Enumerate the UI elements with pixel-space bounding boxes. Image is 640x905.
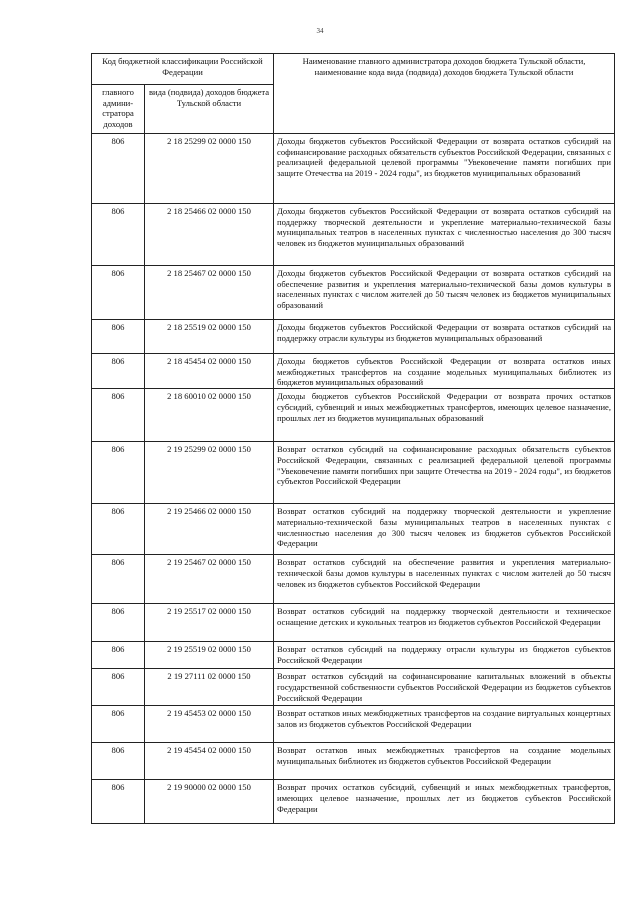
table-row — [92, 504, 615, 555]
income-name-cell: Возврат прочих остатков субсидий, субвенций и иных межбюджетных трансфертов, имеющих целевое назначение, прошлых лет из бюджетов субъектов Российской Федерации — [274, 780, 615, 824]
admin-code-cell: 806 — [92, 442, 145, 504]
admin-code-cell: 806 — [92, 504, 145, 555]
table-row — [92, 555, 615, 604]
table-row — [92, 604, 615, 642]
table-row — [92, 266, 615, 320]
income-code-cell: 2 19 45453 02 0000 150 — [145, 706, 274, 743]
income-name-cell: Возврат остатков субсидий на обеспечение развития и укрепления материально-технической базы домов культуры в населенных пунктах с числом жителей до 50 тысяч человек из бюджетов субъектов Российской Федерации — [274, 555, 615, 604]
table-row — [92, 780, 615, 824]
table-row — [92, 669, 615, 706]
header-name-column: Наименование главного администратора доходов бюджета Тульской области, наименование кода вида (подвида) доходов бюджета Тульской области — [274, 54, 615, 134]
budget-classification-table — [91, 53, 615, 824]
admin-code-cell: 806 — [92, 642, 145, 669]
income-name-cell: Доходы бюджетов субъектов Российской Федерации от возврата прочих остатков субсидий, субвенций и иных межбюджетных трансфертов, имеющих целевое назначение, прошлых лет из бюджетов муниципальных образований — [274, 389, 615, 442]
admin-code-cell: 806 — [92, 669, 145, 706]
admin-code-cell: 806 — [92, 320, 145, 354]
income-code-cell: 2 19 25517 02 0000 150 — [145, 604, 274, 642]
income-code-cell: 2 18 25299 02 0000 150 — [145, 134, 274, 204]
income-name-cell: Доходы бюджетов субъектов Российской Федерации от возврата остатков иных межбюджетных трансфертов на создание модельных муниципальных библиотек из бюджетов муниципальных образований — [274, 354, 615, 389]
admin-code-cell: 806 — [92, 354, 145, 389]
table-row — [92, 743, 615, 780]
table-row — [92, 134, 615, 204]
income-code-cell: 2 18 25467 02 0000 150 — [145, 266, 274, 320]
admin-code-cell: 806 — [92, 743, 145, 780]
admin-code-cell: 806 — [92, 706, 145, 743]
header-kind-column: вида (подвида) доходов бюджета Тульской области — [145, 85, 274, 134]
income-code-cell: 2 19 90000 02 0000 150 — [145, 780, 274, 824]
income-name-cell: Возврат остатков субсидий на поддержку отрасли культуры из бюджетов субъектов Российской Федерации — [274, 642, 615, 669]
admin-code-cell: 806 — [92, 204, 145, 266]
income-name-cell: Возврат остатков иных межбюджетных трансфертов на создание виртуальных концертных залов из бюджетов субъектов Российской Федерации — [274, 706, 615, 743]
header-admin-column: главного админи-стратора доходов — [92, 85, 145, 134]
table-row — [92, 442, 615, 504]
income-name-cell: Доходы бюджетов субъектов Российской Федерации от возврата остатков субсидий на софинансирование расходных обязательств субъектов Российской Федерации, связанных с реализацией федеральной целевой программы "Увековечение памяти погибших при защите Отечества на 2019 - 2024 годы", из бюджетов муниципальных образований — [274, 134, 615, 204]
income-name-cell: Доходы бюджетов субъектов Российской Федерации от возврата остатков субсидий на поддержку отрасли культуры из бюджетов муниципальных образований — [274, 320, 615, 354]
income-name-cell: Возврат остатков субсидий на софинансирование капитальных вложений в объекты государственной собственности субъектов Российской Федерации из бюджетов субъектов Российской Федерации — [274, 669, 615, 706]
table-row — [92, 354, 615, 389]
income-name-cell: Возврат остатков иных межбюджетных трансфертов на создание модельных муниципальных библиотек из бюджетов субъектов Российской Федерации — [274, 743, 615, 780]
admin-code-cell: 806 — [92, 780, 145, 824]
income-name-cell: Возврат остатков субсидий на поддержку творческой деятельности и техническое оснащение детских и кукольных театров из бюджетов субъектов Российской Федерации — [274, 604, 615, 642]
income-name-cell: Доходы бюджетов субъектов Российской Федерации от возврата остатков субсидий на обеспечение развития и укрепления материально-технической базы домов культуры в населенных пунктах с числом жителей до 50 тысяч человек из бюджетов муниципальных образований — [274, 266, 615, 320]
income-code-cell: 2 19 27111 02 0000 150 — [145, 669, 274, 706]
income-code-cell: 2 19 25299 02 0000 150 — [145, 442, 274, 504]
income-code-cell: 2 18 45454 02 0000 150 — [145, 354, 274, 389]
admin-code-cell: 806 — [92, 389, 145, 442]
admin-code-cell: 806 — [92, 555, 145, 604]
header-code-group: Код бюджетной классификации Российской Федерации — [92, 54, 274, 85]
income-code-cell: 2 18 60010 02 0000 150 — [145, 389, 274, 442]
table-row — [92, 320, 615, 354]
table-header-row — [92, 54, 615, 85]
table-row — [92, 706, 615, 743]
admin-code-cell: 806 — [92, 134, 145, 204]
income-code-cell: 2 19 25467 02 0000 150 — [145, 555, 274, 604]
page-number: 34 — [316, 27, 324, 35]
admin-code-cell: 806 — [92, 604, 145, 642]
income-name-cell: Возврат остатков субсидий на софинансирование расходных обязательств субъектов Российской Федерации, связанных с реализацией федеральной целевой программы "Увековечение памяти погибших при защите Отечества на 2019 - 2024 годы", из бюджетов субъектов Российской Федерации — [274, 442, 615, 504]
income-name-cell: Возврат остатков субсидий на поддержку творческой деятельности и укрепление материально-технической базы муниципальных театров в населенных пунктах с численностью населения до 300 тысяч человек из бюджетов субъектов Российской Федерации — [274, 504, 615, 555]
table-row — [92, 389, 615, 442]
income-name-cell: Доходы бюджетов субъектов Российской Федерации от возврата остатков субсидий на поддержку творческой деятельности и укрепление материально-технической базы муниципальных театров в населенных пунктах с численностью населения до 300 тысяч человек из бюджетов муниципальных образований — [274, 204, 615, 266]
income-code-cell: 2 18 25519 02 0000 150 — [145, 320, 274, 354]
income-code-cell: 2 19 25466 02 0000 150 — [145, 504, 274, 555]
admin-code-cell: 806 — [92, 266, 145, 320]
income-code-cell: 2 19 25519 02 0000 150 — [145, 642, 274, 669]
income-code-cell: 2 19 45454 02 0000 150 — [145, 743, 274, 780]
table-row — [92, 204, 615, 266]
table-row — [92, 642, 615, 669]
income-code-cell: 2 18 25466 02 0000 150 — [145, 204, 274, 266]
